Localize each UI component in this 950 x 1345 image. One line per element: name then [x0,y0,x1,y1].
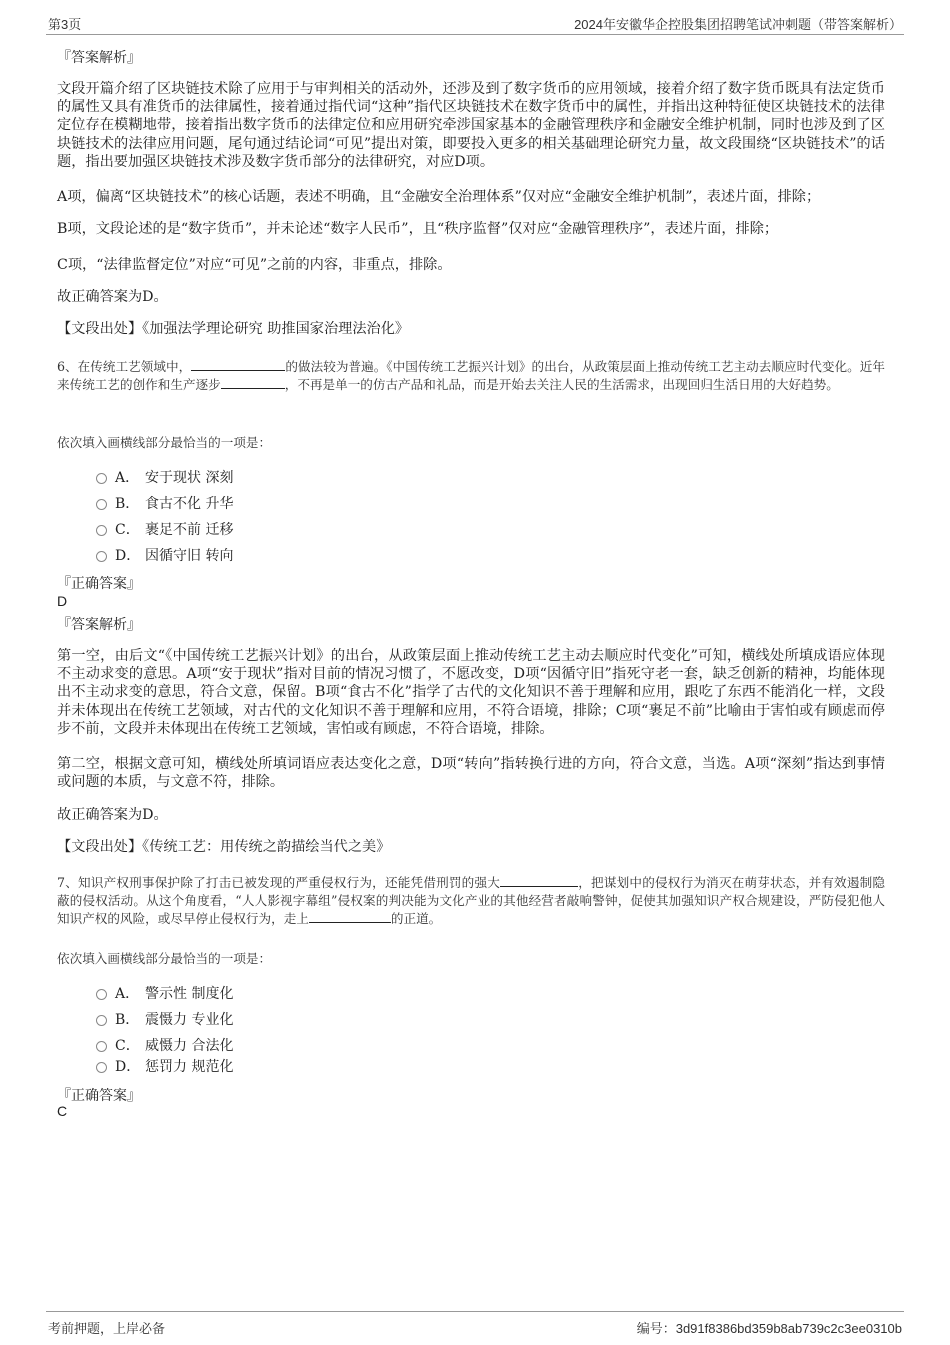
footer-slogan: 考前押题，上岸必备 [48,1321,166,1336]
source-citation: 【文段出处】《传统工艺：用传统之韵描绘当代之美》 [57,839,391,855]
analysis-paragraph: 文段开篇介绍了区块链技术除了应用于与审判相关的活动外，还涉及到了数字货币的应用领域，接着介绍了数字货币既具有法定货币的属性又具有准货币的法律属性，接着通过指代词“这种”指代区块链技术在数字货币中的属性，并指出这种特征使区块链技术的法律定位存在模糊地带，接着指出数字货币的法律定位和应用研究牵涉国家基本的金融管理秩序和金融安全维护机制，同时也涉及到了区块链技术的法律应用问题，尾句通过结论词“可见”提出对策，即要投入更多的相关基础理论研究力量，故文段围绕“区块链技术”的话题，指出要加强区块链技术涉及数字货币部分的法律研究，对应D项。 [57,81,885,170]
correct-answer-value: D [57,593,68,609]
analysis-label: 『答案解析』 [57,617,141,633]
question-6-prompt: 依次填入画横线部分最恰当的一项是： [57,435,272,450]
radio-button-icon[interactable] [96,1041,107,1052]
source-citation: 【文段出处】《加强法学理论研究 助推国家治理法治化》 [57,321,410,337]
question-6-text-2: 的做法较为普遍。《中国传统工艺振兴计划》的出台，从政策层面上推动传统工艺主动去顺应时代变化。近年来传统工艺的创作和生产逐步 [57,359,885,393]
document-code [637,1318,902,1337]
question-6-text-1: 6、在传统工艺领域中， [57,359,192,374]
option-text: 因循守旧 转向 [145,548,234,564]
page-footer [46,1311,904,1338]
option-letter: D． [115,1059,141,1075]
correct-answer-label: 『正确答案』 [57,576,141,592]
option-text: 惩罚力 规范化 [145,1059,234,1075]
conclusion: 故正确答案为D。 [57,807,168,823]
question-7-stem [57,874,885,929]
document-title: 2024年安徽华企控股集团招聘笔试冲刺题（带答案解析） [574,17,902,32]
radio-button-icon[interactable] [96,551,107,562]
correct-answer-label: 『正确答案』 [57,1088,141,1104]
radio-button-icon[interactable] [96,499,107,510]
analysis-option-b: B项，文段论述的是“数字货币”，并未论述“数字人民币”，且“秩序监督”仅对应“金融管理秩序”，表述片面，排除； [57,221,779,237]
question-7-text-3: 的正道。 [390,911,442,927]
option-text: 裹足不前 迁移 [145,522,234,538]
option-letter: A． [115,986,140,1002]
radio-button-icon[interactable] [96,525,107,536]
document-code-value: 3d91f8386bd359b8ab739c2c3ee0310b [675,1321,902,1336]
option-text: 安于现状 深刻 [145,470,234,486]
option-letter: C． [115,522,140,538]
question-7-prompt: 依次填入画横线部分最恰当的一项是： [57,951,272,966]
radio-button-icon[interactable] [96,1015,107,1026]
question-6-analysis-1: 第一空，由后文“《中国传统工艺振兴计划》的出台，从政策层面上推动传统工艺主动去顺应时代变化”可知，横线处所填成语应体现不主动求变的意思。A项“安于现状”指对目前的情况习惯了，不愿改变，D项“因循守旧”指死守老一套，缺乏创新的精神，均能体现出不主动求变的意思，符合文意，保留。B项“食古不化”指学了古代的文化知识不善于理解和应用，跟吃了东西不能消化一样，文段并未体现出在传统工艺领域，对古代的文化知识不善于理解和应用，不符合语境，排除；C项“裹足不前”比喻由于害怕或有顾虑而停步不前，文段并未体现出在传统工艺领域，害怕或有顾虑，不符合语境，排除。 [57,648,885,737]
page-number: 第3页 [48,17,82,32]
conclusion: 故正确答案为D。 [57,289,168,305]
document-code-label: 编号： [636,1321,676,1336]
radio-button-icon[interactable] [96,989,107,1000]
analysis-option-c: C项，“法律监督定位”对应“可见”之前的内容，非重点，排除。 [57,257,452,273]
analysis-option-a: A项，偏离“区块链技术”的核心话题，表述不明确，且“金融安全治理体系”仅对应“金融安全维护机制”，表述片面，排除； [57,189,821,205]
option-text: 威慑力 合法化 [145,1038,234,1054]
analysis-label: 『答案解析』 [57,50,141,66]
radio-button-icon[interactable] [96,473,107,484]
option-letter: C． [115,1038,140,1054]
question-6-text-3: ，不再是单一的仿古产品和礼品，而是开始去关注人民的生活需求，出现回归生活日用的大好趋势。 [284,377,839,393]
question-6-stem [57,358,885,394]
fill-blank-1 [191,358,285,371]
question-6-analysis-2: 第二空，根据文意可知，横线处所填词语应表达变化之意，D项“转向”指转换行进的方向，符合文意，当选。A项“深刻”指达到事情或问题的本质，与文意不符，排除。 [57,756,885,791]
option-letter: B． [115,496,140,512]
option-letter: D． [115,548,141,564]
option-text: 警示性 制度化 [145,986,234,1002]
option-letter: A． [115,470,140,486]
page-header [46,12,904,35]
option-text: 震慑力 专业化 [145,1012,234,1028]
option-letter: B． [115,1012,140,1028]
question-7-text-1: 7、知识产权刑事保护除了打击已被发现的严重侵权行为，还能凭借刑罚的强大 [57,875,501,890]
correct-answer-value: C [57,1103,68,1119]
option-text: 食古不化 升华 [145,496,234,512]
question-7-text-2: ，把谋划中的侵权行为消灭在萌芽状态，并有效遏制隐蔽的侵权活动。从这个角度看，“人人影视字幕组”侵权案的判决能为文化产业的其他经营者敲响警钟，促使其加强知识产权合规建设，严防侵犯他人知识产权的风险，或尽早停止侵权行为，走上 [57,875,886,927]
fill-blank-1 [500,874,578,887]
fill-blank-2 [309,910,391,923]
radio-button-icon[interactable] [96,1062,107,1073]
fill-blank-2 [221,376,285,389]
